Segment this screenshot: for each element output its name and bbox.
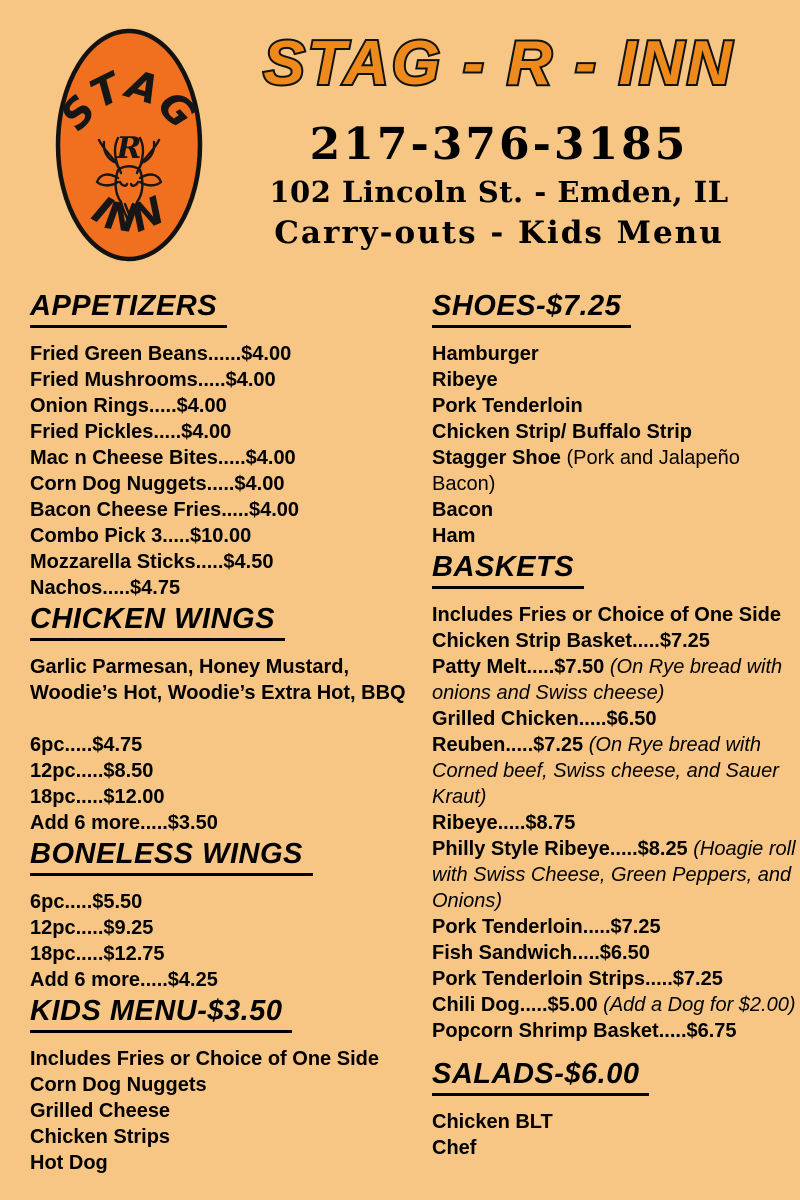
menu-section xyxy=(30,995,428,1176)
menu-item-name: Combo Pick 3.....$10.00 xyxy=(30,525,252,547)
menu-item xyxy=(432,393,800,419)
menu-item xyxy=(432,810,800,836)
menu-item xyxy=(30,732,428,758)
menu-item-name: Add 6 more.....$3.50 xyxy=(30,812,218,834)
menu-section xyxy=(30,290,428,601)
menu-item xyxy=(30,758,428,784)
menu-item-name: Chicken Strip Basket.....$7.25 xyxy=(432,630,710,652)
header xyxy=(206,14,792,254)
menu-item xyxy=(432,1135,800,1161)
menu-item-name: Mozzarella Sticks.....$4.50 xyxy=(30,551,274,573)
menu-item xyxy=(30,967,428,993)
menu-item-name: Hot Dog xyxy=(30,1152,108,1174)
menu-item xyxy=(30,941,428,967)
tagline: Carry-outs - Kids Menu xyxy=(274,215,724,251)
section-heading: BONELESS WINGS xyxy=(30,838,313,876)
menu-item-name: Nachos.....$4.75 xyxy=(30,577,181,599)
phone-number: 217-376-3185 xyxy=(309,119,689,170)
menu-item xyxy=(30,497,428,523)
menu-item-name: Pork Tenderloin.....$7.25 xyxy=(432,916,661,938)
menu-item xyxy=(30,1150,428,1176)
menu-item xyxy=(30,549,428,575)
menu-item-name: Pork Tenderloin Strips.....$7.25 xyxy=(432,968,723,990)
menu-item-desc: (On Rye bread with onions and Swiss cheese) xyxy=(432,656,783,704)
menu-item xyxy=(30,471,428,497)
menu-item xyxy=(432,628,800,654)
menu-column-right xyxy=(432,288,800,1161)
logo-letter-r: R xyxy=(116,131,142,166)
menu-item-name: 18pc.....$12.75 xyxy=(30,943,165,965)
menu-section xyxy=(30,603,428,836)
menu-item xyxy=(30,1098,428,1124)
menu-item-name: 6pc.....$5.50 xyxy=(30,891,143,913)
menu-item-name: Chicken BLT xyxy=(432,1111,553,1133)
menu-item xyxy=(432,1018,800,1044)
menu-item xyxy=(432,602,800,628)
menu-item xyxy=(30,1124,428,1150)
stag-r-inn-logo xyxy=(54,26,204,264)
menu-item xyxy=(432,732,800,810)
menu-item-name: Popcorn Shrimp Basket.....$6.75 xyxy=(432,1020,737,1042)
menu-item xyxy=(30,523,428,549)
menu-item-name: Hamburger xyxy=(432,343,539,365)
menu-item-name: Chili Dog.....$5.00 xyxy=(432,994,598,1016)
menu-item-name: Fried Green Beans......$4.00 xyxy=(30,343,292,365)
menu-item-name: Ribeye.....$8.75 xyxy=(432,812,576,834)
menu-item xyxy=(432,836,800,914)
menu-item-name: Grilled Chicken.....$6.50 xyxy=(432,708,657,730)
menu-item-name: Fried Mushrooms.....$4.00 xyxy=(30,369,276,391)
menu-item xyxy=(30,915,428,941)
restaurant-title xyxy=(206,14,792,116)
address: 102 Lincoln St. - Emden, IL xyxy=(269,175,729,209)
menu-item-name: Onion Rings.....$4.00 xyxy=(30,395,227,417)
logo-text-inn: INN xyxy=(85,187,173,242)
menu-item xyxy=(432,1109,800,1135)
menu-item-name: Mac n Cheese Bites.....$4.00 xyxy=(30,447,296,469)
menu-item xyxy=(432,341,800,367)
restaurant-title-text: STAG - R - INN xyxy=(263,29,735,98)
menu-item-name: Bacon Cheese Fries.....$4.00 xyxy=(30,499,300,521)
menu-item xyxy=(432,706,800,732)
menu-item xyxy=(432,367,800,393)
section-heading: SALADS-$6.00 xyxy=(432,1058,649,1096)
menu-item-name: Corn Dog Nuggets.....$4.00 xyxy=(30,473,285,495)
menu-item-name: Philly Style Ribeye.....$8.25 xyxy=(432,838,688,860)
menu-item-name: Fish Sandwich.....$6.50 xyxy=(432,942,650,964)
logo-text-stag: STAG xyxy=(54,61,204,140)
menu-item-name: 12pc.....$8.50 xyxy=(30,760,154,782)
menu-item-name: 12pc.....$9.25 xyxy=(30,917,154,939)
menu-item xyxy=(30,889,428,915)
menu-item-name: Pork Tenderloin xyxy=(432,395,583,417)
menu-item-name: Patty Melt.....$7.50 xyxy=(432,656,605,678)
menu-item xyxy=(30,1046,428,1072)
menu-item-name: Ribeye xyxy=(432,369,498,391)
menu-item xyxy=(432,966,800,992)
menu-section xyxy=(432,1058,800,1161)
menu-item-name: Reuben.....$7.25 xyxy=(432,734,584,756)
menu-item-name: Includes Fries or Choice of One Side xyxy=(30,1048,379,1070)
menu-item-name: Ham xyxy=(432,525,476,547)
menu-item-name: 6pc.....$4.75 xyxy=(30,734,143,756)
menu-item-name: Chicken Strips xyxy=(30,1126,171,1148)
menu-item xyxy=(30,341,428,367)
section-heading: APPETIZERS xyxy=(30,290,227,328)
menu-section xyxy=(30,838,428,993)
menu-item xyxy=(30,367,428,393)
menu-item xyxy=(432,419,800,445)
menu-item-name: Stagger Shoe xyxy=(432,447,561,469)
menu-item xyxy=(432,654,800,706)
menu-item-name: Fried Pickles.....$4.00 xyxy=(30,421,232,443)
menu-item xyxy=(432,992,800,1018)
section-heading: SHOES-$7.25 xyxy=(432,290,631,328)
menu-item-desc: (On Rye bread with Corned beef, Swiss cheese, and Sauer Kraut) xyxy=(432,734,779,808)
menu-section xyxy=(432,290,800,549)
menu-item xyxy=(30,393,428,419)
menu-item xyxy=(432,523,800,549)
menu-item-name: 18pc.....$12.00 xyxy=(30,786,165,808)
menu-item-desc: (Add a Dog for $2.00) xyxy=(597,994,796,1016)
menu-item-name: Chef xyxy=(432,1137,477,1159)
menu-item-name: Includes Fries or Choice of One Side xyxy=(432,604,781,626)
menu-item xyxy=(432,914,800,940)
menu-item xyxy=(30,784,428,810)
menu-item-name: Bacon xyxy=(432,499,494,521)
menu-item-name: Chicken Strip/ Buffalo Strip xyxy=(432,421,693,443)
menu-item xyxy=(30,575,428,601)
menu-item xyxy=(432,445,800,497)
section-note: Garlic Parmesan, Honey Mustard, Woodie’s Hot, Woodie’s Extra Hot, BBQ xyxy=(30,656,406,704)
menu-item xyxy=(30,810,428,836)
menu-item-desc: (Pork and Jalapeño Bacon) xyxy=(432,447,740,495)
section-heading: KIDS MENU-$3.50 xyxy=(30,995,292,1033)
menu-item-name: Grilled Cheese xyxy=(30,1100,171,1122)
section-heading: BASKETS xyxy=(432,551,584,589)
menu-item xyxy=(432,940,800,966)
menu-item xyxy=(432,497,800,523)
menu-item-desc: (Hoagie roll with Swiss Cheese, Green Peppers, and Onions) xyxy=(432,838,796,912)
menu-section xyxy=(432,551,800,1044)
menu-item-name: Corn Dog Nuggets xyxy=(30,1074,207,1096)
menu-item-name: Add 6 more.....$4.25 xyxy=(30,969,218,991)
menu-column-left xyxy=(30,288,428,1176)
menu-item xyxy=(30,1072,428,1098)
menu-item xyxy=(30,445,428,471)
section-heading: CHICKEN WINGS xyxy=(30,603,285,641)
menu-item xyxy=(30,419,428,445)
